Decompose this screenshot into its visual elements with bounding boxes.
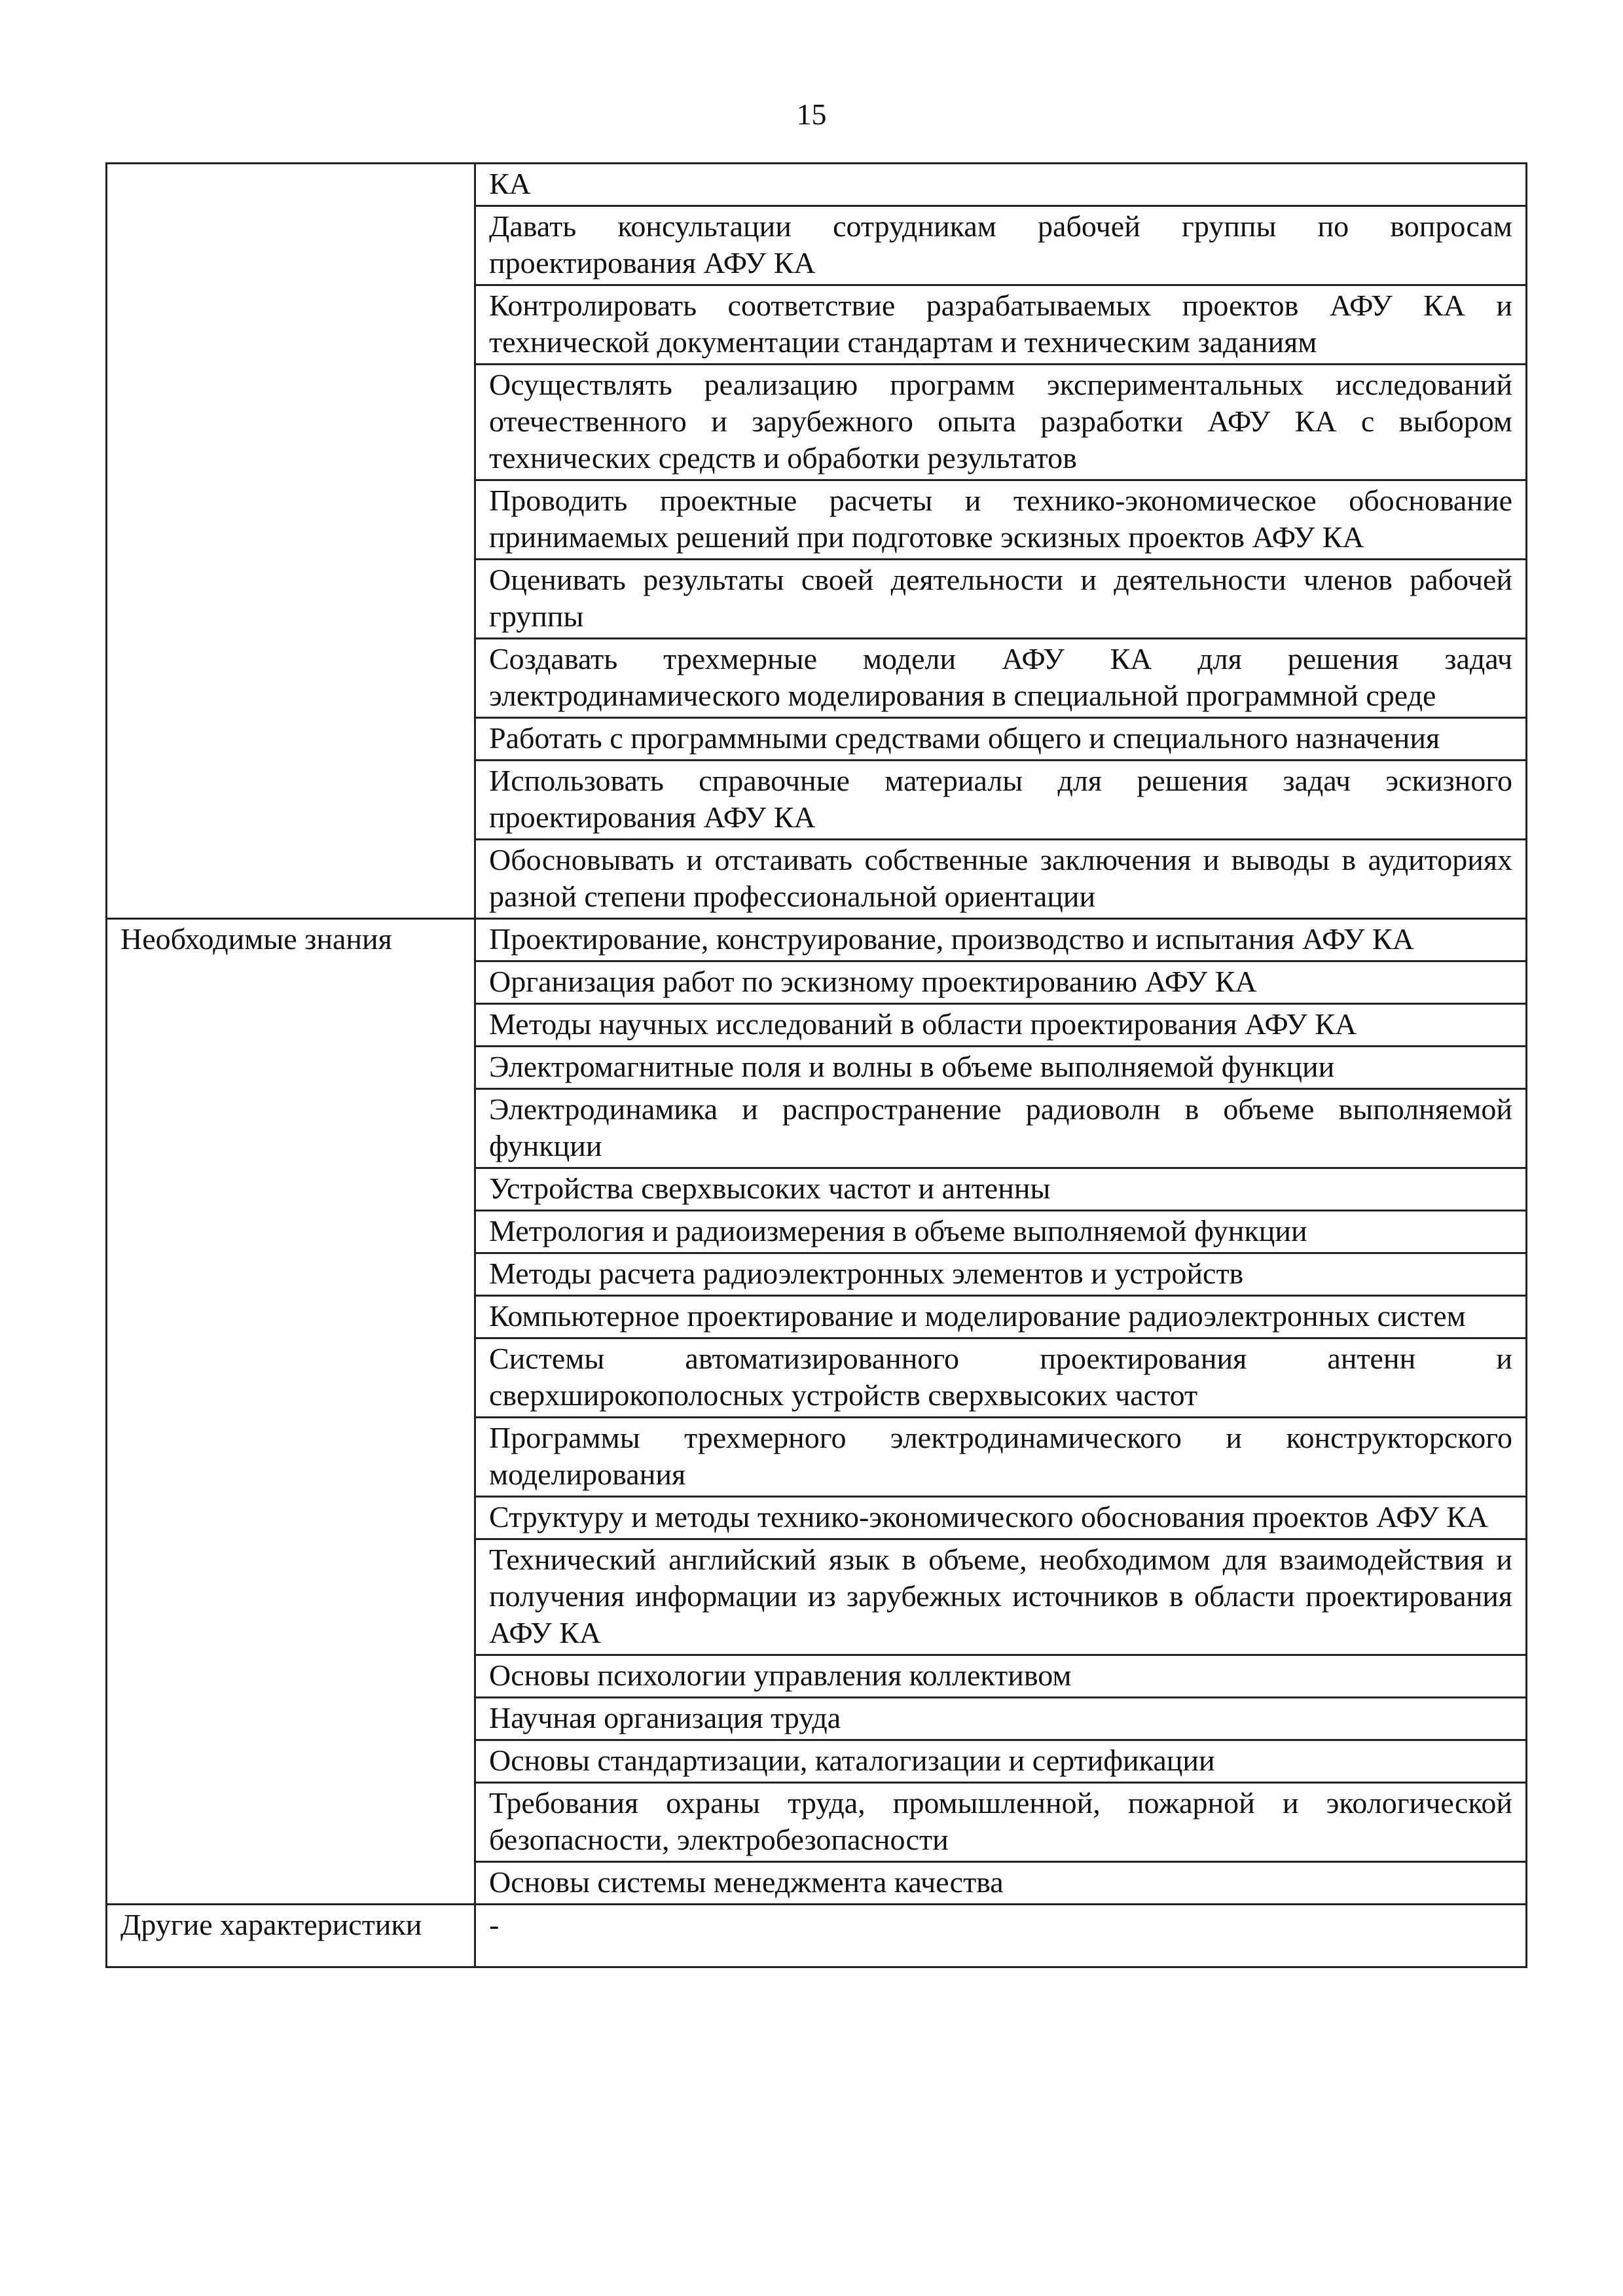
skill-item: Проводить проектные расчеты и технико-экономическое обоснование принимаемых решений при подготовке эскизных проектов АФУ КА bbox=[475, 480, 1527, 560]
knowledge-item: Научная организация труда bbox=[475, 1698, 1527, 1740]
table-row bbox=[107, 1905, 1527, 1967]
knowledge-label: Необходимые знания bbox=[107, 919, 475, 1905]
skill-item: КА bbox=[475, 164, 1527, 206]
table-row bbox=[107, 164, 1527, 206]
knowledge-item: Проектирование, конструирование, производство и испытания АФУ КА bbox=[475, 919, 1527, 961]
knowledge-item: Основы стандартизации, каталогизации и сертификации bbox=[475, 1740, 1527, 1783]
knowledge-item: Электродинамика и распространение радиоволн в объеме выполняемой функции bbox=[475, 1089, 1527, 1168]
skill-item: Оценивать результаты своей деятельности и деятельности членов рабочей группы bbox=[475, 560, 1527, 639]
skill-item: Осуществлять реализацию программ экспериментальных исследований отечественного и зарубежного опыта разработки АФУ КА с выбором технических средств и обработки результатов bbox=[475, 365, 1527, 480]
knowledge-item: Организация работ по эскизному проектированию АФУ КА bbox=[475, 961, 1527, 1004]
knowledge-item: Структуру и методы технико-экономического обоснования проектов АФУ КА bbox=[475, 1497, 1527, 1539]
knowledge-item: Программы трехмерного электродинамического и конструкторского моделирования bbox=[475, 1418, 1527, 1497]
knowledge-item: Компьютерное проектирование и моделирование радиоэлектронных систем bbox=[475, 1296, 1527, 1338]
page-number: 15 bbox=[796, 98, 827, 131]
skills-label-cell bbox=[107, 164, 475, 919]
knowledge-item: Системы автоматизированного проектирования антенн и сверхширокополосных устройств сверхвысоких частот bbox=[475, 1338, 1527, 1418]
skill-item: Давать консультации сотрудникам рабочей группы по вопросам проектирования АФУ КА bbox=[475, 206, 1527, 285]
skill-item: Создавать трехмерные модели АФУ КА для решения задач электродинамического моделирования в специальной программной среде bbox=[475, 639, 1527, 718]
knowledge-item: Устройства сверхвысоких частот и антенны bbox=[475, 1168, 1527, 1211]
skill-item: Обосновывать и отстаивать собственные заключения и выводы в аудиториях разной степени профессиональной ориентации bbox=[475, 840, 1527, 919]
skill-item: Использовать справочные материалы для решения задач эскизного проектирования АФУ КА bbox=[475, 761, 1527, 840]
knowledge-item: Электромагнитные поля и волны в объеме выполняемой функции bbox=[475, 1047, 1527, 1089]
knowledge-item: Метрология и радиоизмерения в объеме выполняемой функции bbox=[475, 1211, 1527, 1253]
knowledge-item: Основы психологии управления коллективом bbox=[475, 1655, 1527, 1698]
other-label: Другие характеристики bbox=[107, 1905, 475, 1967]
table-row bbox=[107, 919, 1527, 961]
knowledge-item: Технический английский язык в объеме, необходимом для взаимодействия и получения информации из зарубежных источников в области проектирования АФУ КА bbox=[475, 1539, 1527, 1655]
skill-item: Работать с программными средствами общего и специального назначения bbox=[475, 718, 1527, 761]
qualification-table bbox=[105, 162, 1527, 1968]
knowledge-item: Требования охраны труда, промышленной, пожарной и экологической безопасности, электробезопасности bbox=[475, 1783, 1527, 1862]
other-value: - bbox=[475, 1905, 1527, 1967]
knowledge-item: Методы научных исследований в области проектирования АФУ КА bbox=[475, 1004, 1527, 1047]
skill-item: Контролировать соответствие разрабатываемых проектов АФУ КА и технической документации стандартам и техническим заданиям bbox=[475, 285, 1527, 365]
table-body bbox=[107, 164, 1527, 1967]
knowledge-item: Методы расчета радиоэлектронных элементов и устройств bbox=[475, 1253, 1527, 1296]
knowledge-item: Основы системы менеджмента качества bbox=[475, 1862, 1527, 1905]
